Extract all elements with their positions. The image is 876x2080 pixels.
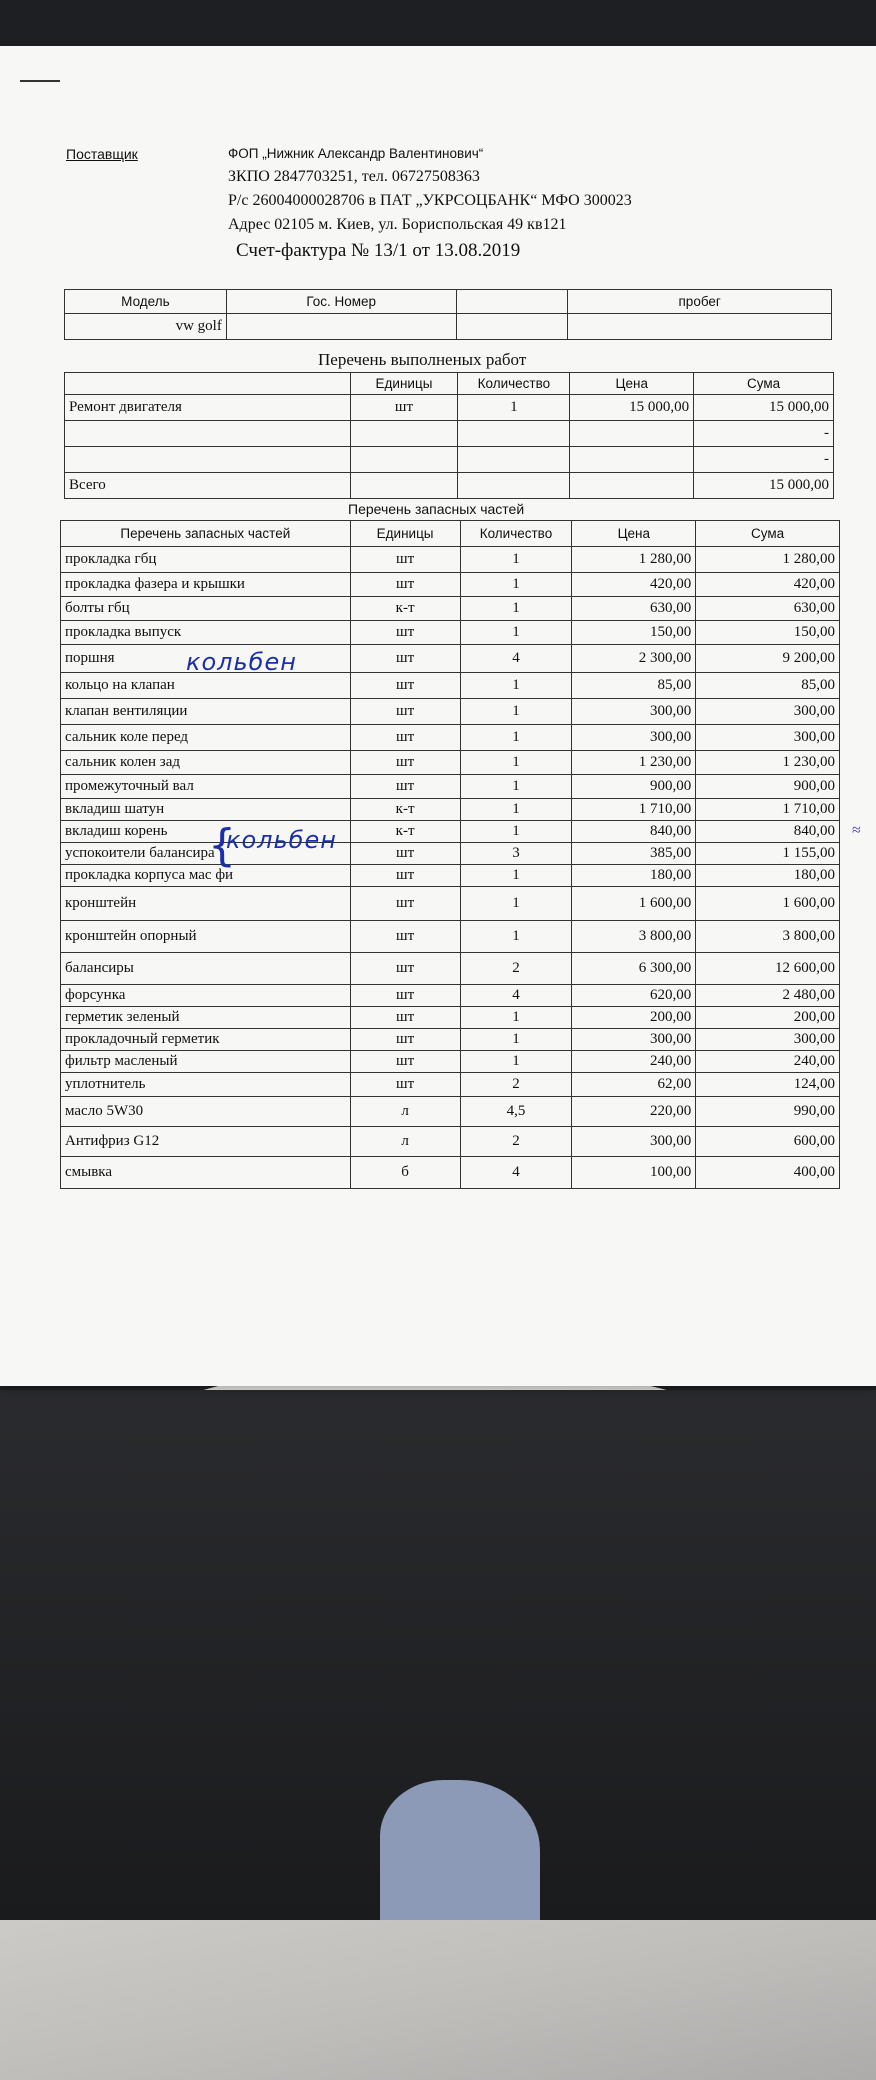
parts-row [61, 1051, 840, 1073]
parts-cell-name: кольцо на клапан [61, 673, 351, 699]
parts-cell-price: 300,00 [572, 1029, 696, 1051]
corner-dash [20, 80, 60, 82]
parts-row [61, 751, 840, 775]
parts-row [61, 597, 840, 621]
parts-cell-qty: 1 [460, 821, 572, 843]
works-total-empty [350, 473, 458, 499]
parts-row [61, 547, 840, 573]
parts-row [61, 725, 840, 751]
vehicle-header-blank [456, 290, 568, 314]
parts-cell-price: 385,00 [572, 843, 696, 865]
parts-cell-price: 300,00 [572, 699, 696, 725]
parts-cell-qty: 1 [460, 921, 572, 953]
parts-cell-units: шт [350, 953, 460, 985]
parts-cell-units: шт [350, 699, 460, 725]
works-total-value: 15 000,00 [694, 473, 834, 499]
parts-cell-name: форсунка [61, 985, 351, 1007]
parts-header-qty: Количество [460, 521, 572, 547]
vehicle-blank-value [456, 314, 568, 340]
parts-cell-name: герметик зеленый [61, 1007, 351, 1029]
cloth-background [380, 1780, 540, 1920]
works-cell-qty [458, 421, 570, 447]
parts-cell-qty: 1 [460, 699, 572, 725]
parts-cell-qty: 1 [460, 799, 572, 821]
parts-cell-name: болты гбц [61, 597, 351, 621]
works-row [65, 447, 834, 473]
works-header-qty: Количество [458, 373, 570, 395]
parts-cell-name: смывка [61, 1157, 351, 1189]
parts-cell-price: 300,00 [572, 1127, 696, 1157]
parts-row [61, 843, 840, 865]
parts-cell-sum: 420,00 [696, 573, 840, 597]
parts-cell-sum: 85,00 [696, 673, 840, 699]
parts-cell-price: 840,00 [572, 821, 696, 843]
parts-cell-sum: 1 710,00 [696, 799, 840, 821]
parts-cell-sum: 2 480,00 [696, 985, 840, 1007]
parts-cell-name: прокладка корпуса мас фи [61, 865, 351, 887]
works-header-units: Единицы [350, 373, 458, 395]
works-total-empty [570, 473, 694, 499]
parts-cell-sum: 1 600,00 [696, 887, 840, 921]
supplier-zkpo: ЗКПО 2847703251, тел. 06727508363 [228, 168, 480, 185]
parts-row [61, 953, 840, 985]
parts-cell-name: уплотнитель [61, 1073, 351, 1097]
vehicle-header-model: Модель [65, 290, 227, 314]
parts-row [61, 775, 840, 799]
parts-cell-sum: 630,00 [696, 597, 840, 621]
parts-row [61, 1007, 840, 1029]
parts-cell-price: 100,00 [572, 1157, 696, 1189]
parts-cell-price: 180,00 [572, 865, 696, 887]
invoice-title: Счет-фактура № 13/1 от 13.08.2019 [236, 240, 521, 261]
handwritten-note-bearings: кольбен [226, 826, 337, 854]
parts-cell-units: шт [350, 621, 460, 645]
parts-cell-qty: 1 [460, 673, 572, 699]
works-total-empty [458, 473, 570, 499]
supplier-label: Поставщик [66, 146, 138, 162]
supplier-address: Адрес 02105 м. Киев, ул. Бориспольская 49 кв121 [228, 216, 567, 233]
parts-cell-sum: 990,00 [696, 1097, 840, 1127]
handwritten-margin-mark: ≈ [852, 822, 861, 839]
parts-cell-qty: 4 [460, 645, 572, 673]
parts-row [61, 621, 840, 645]
invoice-sheet [0, 46, 876, 1386]
parts-cell-units: шт [350, 887, 460, 921]
works-cell-units: шт [350, 395, 458, 421]
parts-cell-sum: 300,00 [696, 1029, 840, 1051]
parts-cell-qty: 3 [460, 843, 572, 865]
parts-cell-price: 420,00 [572, 573, 696, 597]
parts-cell-units: шт [350, 725, 460, 751]
parts-row [61, 673, 840, 699]
parts-cell-price: 85,00 [572, 673, 696, 699]
parts-cell-qty: 1 [460, 887, 572, 921]
works-row [65, 395, 834, 421]
parts-cell-sum: 300,00 [696, 725, 840, 751]
vehicle-header-plate: Гос. Номер [226, 290, 456, 314]
parts-cell-sum: 900,00 [696, 775, 840, 799]
parts-cell-sum: 9 200,00 [696, 645, 840, 673]
parts-cell-price: 220,00 [572, 1097, 696, 1127]
parts-cell-name: сальник колен зад [61, 751, 351, 775]
vehicle-mileage-value [568, 314, 832, 340]
vehicle-plate-value [226, 314, 456, 340]
parts-cell-units: к-т [350, 799, 460, 821]
parts-cell-name: вкладиш шатун [61, 799, 351, 821]
parts-cell-price: 2 300,00 [572, 645, 696, 673]
parts-cell-sum: 1 280,00 [696, 547, 840, 573]
parts-cell-qty: 1 [460, 573, 572, 597]
vehicle-header-row [65, 290, 832, 314]
parts-cell-price: 620,00 [572, 985, 696, 1007]
parts-cell-units: шт [350, 1029, 460, 1051]
parts-cell-name: масло 5W30 [61, 1097, 351, 1127]
parts-cell-units: шт [350, 775, 460, 799]
works-cell-sum: 15 000,00 [694, 395, 834, 421]
parts-cell-name: кронштейн [61, 887, 351, 921]
parts-cell-units: б [350, 1157, 460, 1189]
parts-cell-qty: 1 [460, 1007, 572, 1029]
parts-cell-price: 900,00 [572, 775, 696, 799]
parts-cell-sum: 200,00 [696, 1007, 840, 1029]
parts-cell-units: шт [350, 865, 460, 887]
parts-cell-name: прокладка фазера и крышки [61, 573, 351, 597]
parts-header-price: Цена [572, 521, 696, 547]
parts-row [61, 645, 840, 673]
parts-cell-name: прокладка выпуск [61, 621, 351, 645]
works-header-price: Цена [570, 373, 694, 395]
parts-cell-sum: 240,00 [696, 1051, 840, 1073]
supplier-account: Р/с 26004000028706 в ПАТ „УКРСОЦБАНК“ МФО 300023 [228, 192, 632, 209]
parts-cell-units: шт [350, 751, 460, 775]
parts-header-row [61, 521, 840, 547]
parts-cell-sum: 12 600,00 [696, 953, 840, 985]
vehicle-table [64, 289, 832, 340]
works-title: Перечень выполненых работ [318, 350, 527, 369]
parts-row [61, 1029, 840, 1051]
parts-cell-sum: 300,00 [696, 699, 840, 725]
parts-cell-units: к-т [350, 821, 460, 843]
supplier-name: ФОП „Нижник Александр Валентинович“ [228, 146, 484, 161]
parts-title: Перечень запасных частей [348, 501, 525, 517]
works-header-name [65, 373, 351, 395]
parts-cell-price: 240,00 [572, 1051, 696, 1073]
parts-row [61, 1073, 840, 1097]
parts-cell-qty: 1 [460, 547, 572, 573]
works-header-sum: Сума [694, 373, 834, 395]
vehicle-model-value: vw golf [65, 314, 227, 340]
handwritten-brace: { [208, 820, 236, 871]
parts-cell-price: 3 800,00 [572, 921, 696, 953]
works-cell-price [570, 447, 694, 473]
parts-cell-qty: 1 [460, 725, 572, 751]
parts-header-sum: Сума [696, 521, 840, 547]
works-header-row [65, 373, 834, 395]
parts-cell-units: шт [350, 645, 460, 673]
works-cell-units [350, 421, 458, 447]
parts-row [61, 699, 840, 725]
parts-cell-units: шт [350, 547, 460, 573]
parts-cell-qty: 4 [460, 1157, 572, 1189]
parts-cell-sum: 600,00 [696, 1127, 840, 1157]
parts-cell-price: 300,00 [572, 725, 696, 751]
parts-cell-qty: 4,5 [460, 1097, 572, 1127]
works-cell-sum: - [694, 421, 834, 447]
works-cell-name: Ремонт двигателя [65, 395, 351, 421]
parts-cell-sum: 150,00 [696, 621, 840, 645]
parts-cell-qty: 2 [460, 953, 572, 985]
parts-row [61, 1157, 840, 1189]
parts-header-name: Перечень запасных частей [61, 521, 351, 547]
works-cell-price: 15 000,00 [570, 395, 694, 421]
parts-cell-units: шт [350, 843, 460, 865]
parts-row [61, 985, 840, 1007]
parts-cell-units: л [350, 1097, 460, 1127]
parts-cell-sum: 3 800,00 [696, 921, 840, 953]
parts-cell-name: поршня [61, 645, 351, 673]
parts-cell-sum: 1 230,00 [696, 751, 840, 775]
works-cell-sum: - [694, 447, 834, 473]
parts-header-units: Единицы [350, 521, 460, 547]
parts-cell-name: успокоители балансира [61, 843, 351, 865]
parts-cell-qty: 1 [460, 1029, 572, 1051]
parts-cell-units: шт [350, 985, 460, 1007]
works-total-row [65, 473, 834, 499]
vehicle-value-row [65, 314, 832, 340]
parts-cell-units: шт [350, 573, 460, 597]
parts-cell-price: 1 280,00 [572, 547, 696, 573]
parts-cell-price: 150,00 [572, 621, 696, 645]
parts-cell-price: 1 710,00 [572, 799, 696, 821]
parts-cell-price: 62,00 [572, 1073, 696, 1097]
parts-cell-price: 1 600,00 [572, 887, 696, 921]
parts-row [61, 865, 840, 887]
vehicle-header-mileage: пробег [568, 290, 832, 314]
works-table [64, 372, 834, 499]
works-cell-name [65, 421, 351, 447]
parts-cell-sum: 400,00 [696, 1157, 840, 1189]
parts-cell-qty: 1 [460, 775, 572, 799]
parts-row [61, 921, 840, 953]
parts-cell-name: вкладиш корень [61, 821, 351, 843]
parts-cell-qty: 1 [460, 621, 572, 645]
works-row [65, 421, 834, 447]
parts-cell-price: 630,00 [572, 597, 696, 621]
parts-cell-name: Антифриз G12 [61, 1127, 351, 1157]
works-cell-qty [458, 447, 570, 473]
parts-cell-price: 6 300,00 [572, 953, 696, 985]
works-cell-qty: 1 [458, 395, 570, 421]
parts-cell-units: шт [350, 1051, 460, 1073]
parts-cell-sum: 1 155,00 [696, 843, 840, 865]
parts-cell-sum: 840,00 [696, 821, 840, 843]
parts-cell-qty: 4 [460, 985, 572, 1007]
parts-row [61, 573, 840, 597]
parts-cell-name: фильтр масленый [61, 1051, 351, 1073]
parts-cell-price: 200,00 [572, 1007, 696, 1029]
parts-cell-name: клапан вентиляции [61, 699, 351, 725]
parts-cell-units: л [350, 1127, 460, 1157]
parts-cell-name: сальник коле перед [61, 725, 351, 751]
parts-row [61, 799, 840, 821]
parts-cell-name: балансиры [61, 953, 351, 985]
parts-cell-qty: 2 [460, 1127, 572, 1157]
works-cell-price [570, 421, 694, 447]
handwritten-note-pistons: кольбен [186, 648, 297, 676]
parts-cell-name: прокладка гбц [61, 547, 351, 573]
parts-cell-qty: 1 [460, 597, 572, 621]
parts-cell-qty: 2 [460, 1073, 572, 1097]
parts-cell-units: шт [350, 673, 460, 699]
works-cell-units [350, 447, 458, 473]
parts-cell-units: шт [350, 1073, 460, 1097]
parts-row [61, 1127, 840, 1157]
parts-table [60, 520, 840, 1189]
parts-cell-name: кронштейн опорный [61, 921, 351, 953]
parts-row [61, 1097, 840, 1127]
parts-cell-units: к-т [350, 597, 460, 621]
parts-cell-name: промежуточный вал [61, 775, 351, 799]
parts-cell-units: шт [350, 1007, 460, 1029]
works-cell-name [65, 447, 351, 473]
parts-cell-sum: 180,00 [696, 865, 840, 887]
parts-cell-name: прокладочный герметик [61, 1029, 351, 1051]
parts-cell-qty: 1 [460, 1051, 572, 1073]
parts-cell-sum: 124,00 [696, 1073, 840, 1097]
parts-row [61, 887, 840, 921]
parts-row [61, 821, 840, 843]
parts-cell-qty: 1 [460, 865, 572, 887]
works-total-label: Всего [65, 473, 351, 499]
parts-cell-units: шт [350, 921, 460, 953]
parts-cell-qty: 1 [460, 751, 572, 775]
parts-cell-price: 1 230,00 [572, 751, 696, 775]
